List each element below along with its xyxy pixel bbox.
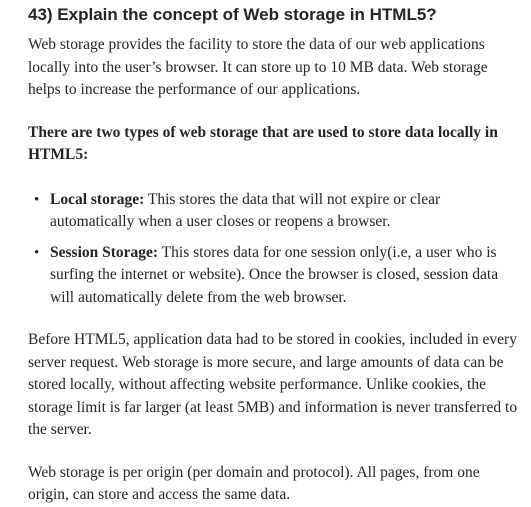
local-storage-description: This stores the data that will not expire or clear automatically when a user closes or reopens a browser. [50,190,441,230]
intro-paragraph: Web storage provides the facility to store the data of our web applications locally into the user’s browser. It can store up to 10 MB data. Web storage helps to increase the performance of our applications. [28,36,488,98]
local-storage-term: Local storage: [50,190,145,208]
list-item-session-storage [34,242,521,310]
comparison-paragraph: Before HTML5, application data had to be stored in cookies, included in every server request. Web storage is more secure, and large amounts of data can be stored locally, without affecting website performance. Unlike cookies, the storage limit is far larger (at least 5MB) and information is never transferred to the server. [28,331,518,438]
session-storage-term: Session Storage: [50,243,159,261]
types-lead-paragraph: There are two types of web storage that are used to store data locally in HTML5: [28,123,498,163]
bullet-icon: • [34,244,40,261]
storage-types-list [28,189,521,310]
origin-paragraph: Web storage is per origin (per domain and protocol). All pages, from one origin, can store and access the same data. [28,463,480,503]
section-heading: 43) Explain the concept of Web storage in HTML5? [28,5,437,24]
list-item-local-storage [34,189,521,234]
session-storage-description: This stores data for one session only(i.e, a user who is surfing the internet or website). Once the browser is closed, session data will automatically delete from the web browser. [50,243,499,306]
bullet-icon: • [34,191,40,208]
